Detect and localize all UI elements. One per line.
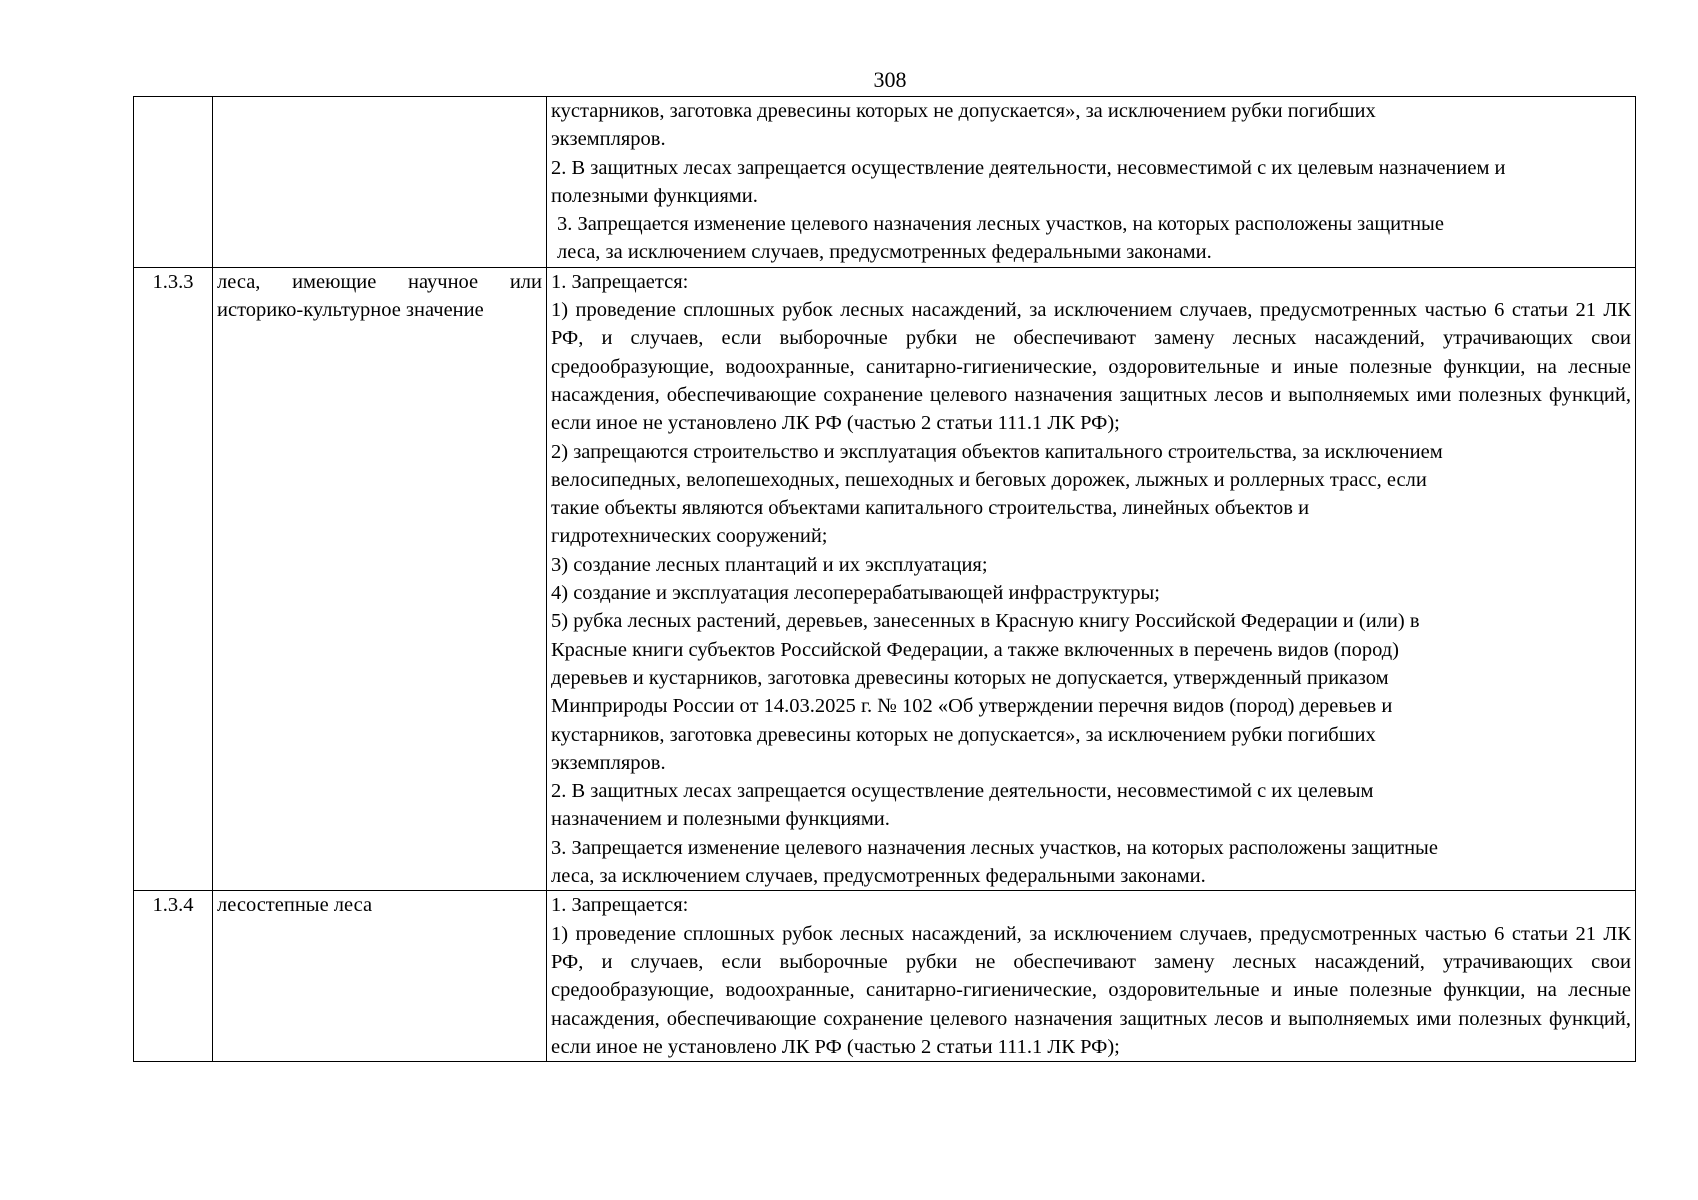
- text-line: Минприроды России от 14.03.2025 г. № 102 «Об утверждении перечня видов (пород) деревьев и: [551, 695, 1393, 718]
- text-line: гидротехнических сооружений;: [551, 525, 828, 548]
- table-row: [134, 891, 1636, 1062]
- text-line: Красные книги субъектов Российской Федерации, а также включенных в перечень видов (пород): [551, 638, 1399, 661]
- table-row: [134, 97, 1636, 268]
- text-line: 2. В защитных лесах запрещается осуществление деятельности, несовместимой с их целевым: [551, 780, 1374, 803]
- forest-category-cell: [213, 97, 547, 268]
- text-line: 2) запрещаются строительство и эксплуатация объектов капитального строительства, за исключением: [551, 440, 1443, 463]
- forest-category-cell: лесостепные леса: [213, 891, 547, 1062]
- text-line: леса, за исключением случаев, предусмотренных федеральными законами.: [551, 865, 1206, 888]
- text-paragraph: 1) проведение сплошных рубок лесных насаждений, за исключением случаев, предусмотренных частью 6 статьи 21 ЛК РФ, и случаев, если выборочные рубки не обеспечивают замену лесных насаждений, утрачивающих свои средообразующие, водоохранные, санитарно-гигиенические, оздоровительные и иные полезные функции, на лесные насаждения, обеспечивающие сохранение целевого назначения защитных лесов и выполняемых ими полезных функций, если иное не установлено ЛК РФ (частью 2 статьи 111.1 ЛК РФ);: [551, 922, 1631, 1058]
- text-line: полезными функциями.: [551, 184, 758, 207]
- forest-category-cell: леса, имеющие научное или историко-культурное значение: [213, 267, 547, 891]
- text-line: кустарников, заготовка древесины которых не допускается», за исключением рубки погибших: [551, 100, 1376, 122]
- page-number: 308: [873, 67, 907, 92]
- text-paragraph: 1) проведение сплошных рубок лесных насаждений, за исключением случаев, предусмотренных частью 6 статьи 21 ЛК РФ, и случаев, если выборочные рубки не обеспечивают замену лесных насаждений, утрачивающих свои средообразующие, водоохранные, санитарно-гигиенические, оздоровительные и иные полезные функции, на лесные насаждения, обеспечивающие сохранение целевого назначения защитных лесов и выполняемых ими полезных функций, если иное не установлено ЛК РФ (частью 2 статьи 111.1 ЛК РФ);: [551, 299, 1631, 435]
- text-line: 3. Запрещается изменение целевого назначения лесных участков, на которых расположены защитные: [557, 213, 1444, 236]
- table-row: [134, 267, 1636, 891]
- text-line: кустарников, заготовка древесины которых не допускается», за исключением рубки погибших: [551, 723, 1376, 746]
- text-line: 3) создание лесных плантаций и их эксплуатация;: [551, 553, 988, 576]
- text-line: 4) создание и эксплуатация лесоперерабатывающей инфраструктуры;: [551, 582, 1160, 605]
- text-line: 2. В защитных лесах запрещается осуществление деятельности, несовместимой с их целевым назначением и: [551, 156, 1506, 179]
- text-line: велосипедных, велопешеходных, пешеходных и беговых дорожек, лыжных и роллерных трасс, если: [551, 468, 1427, 491]
- text-line: 3. Запрещается изменение целевого назначения лесных участков, на которых расположены защитные: [551, 836, 1438, 859]
- text-line: назначением и полезными функциями.: [551, 808, 890, 831]
- restrictions-cell: [547, 891, 1636, 1062]
- row-number-cell: 1.3.3: [134, 267, 213, 891]
- restrictions-cell: [547, 97, 1636, 268]
- text-line: 1. Запрещается:: [551, 270, 689, 293]
- regulation-table: [133, 96, 1636, 1062]
- text-line: деревьев и кустарников, заготовка древесины которых не допускается, утвержденный приказом: [551, 666, 1389, 689]
- text-line: такие объекты являются объектами капитального строительства, линейных объектов и: [551, 497, 1310, 520]
- text-line: экземпляров.: [551, 751, 666, 774]
- text-line: 5) рубка лесных растений, деревьев, занесенных в Красную книгу Российской Федерации и (или) в: [551, 610, 1420, 633]
- text-line: леса, за исключением случаев, предусмотренных федеральными законами.: [557, 241, 1212, 264]
- row-number-cell: 1.3.4: [134, 891, 213, 1062]
- row-number-cell: [134, 97, 213, 268]
- restrictions-cell: [547, 267, 1636, 891]
- text-line: 1. Запрещается:: [551, 894, 689, 917]
- text-line: экземпляров.: [551, 128, 666, 151]
